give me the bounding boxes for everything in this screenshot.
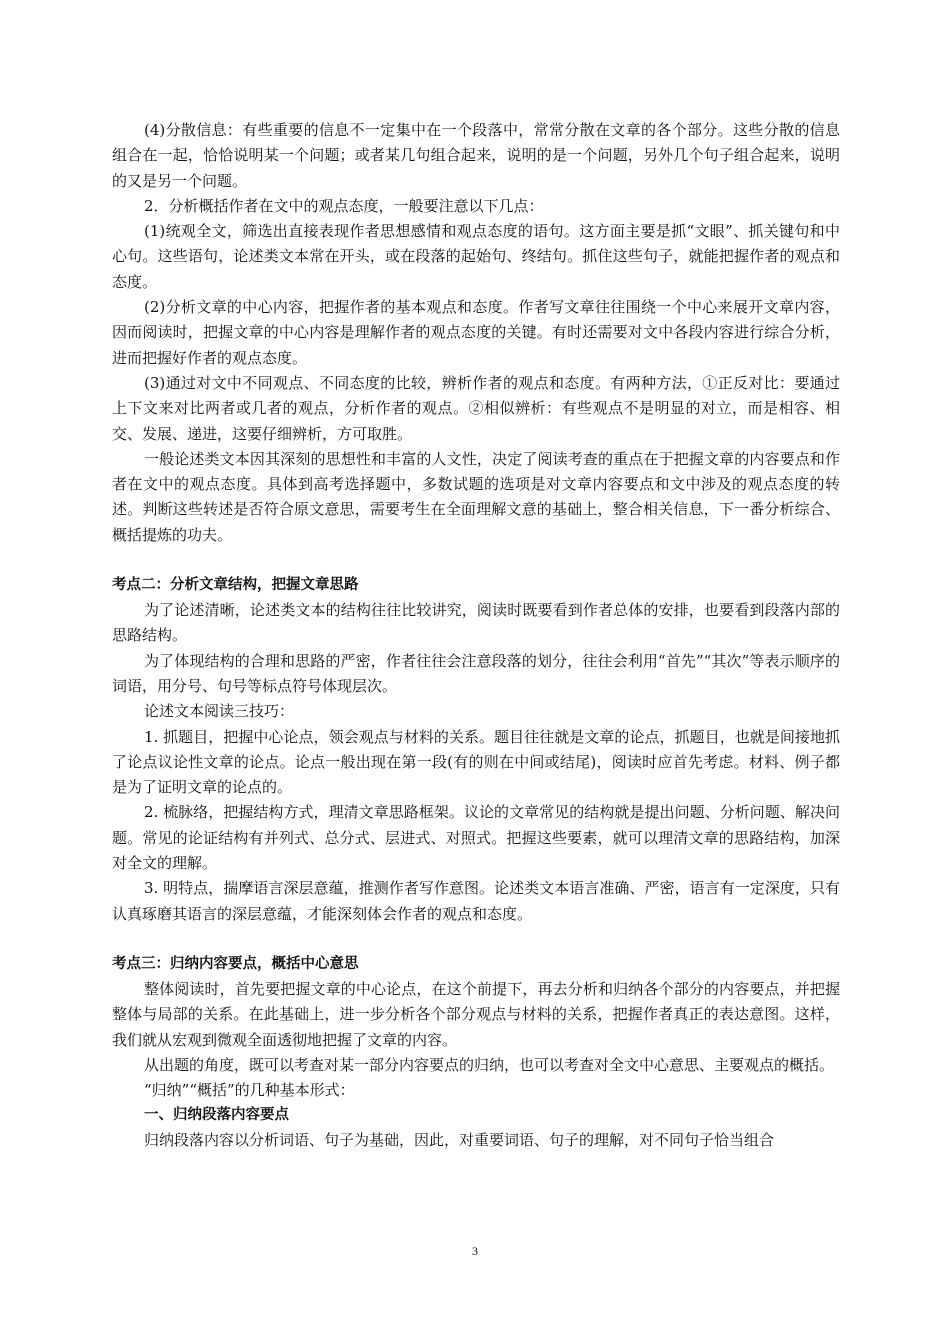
paragraph: (3)通过对文中不同观点、不同态度的比较，辨析作者的观点和态度。有两种方法，①正反对比：要通过上下文来对比两者或几者的观点，分析作者的观点。②相似辨析：有些观点不是明显的对立，而是相容、相交、发展、递进，这要仔细辨析，方可取胜。: [112, 373, 840, 443]
subheading: 一、归纳段落内容要点: [144, 1107, 289, 1124]
paragraph: 归纳段落内容以分析词语、句子为基础，因此，对重要词语、句子的理解，对不同句子恰当组合: [144, 1131, 775, 1150]
paragraph: (1)统观全文，筛选出直接表现作者思想感情和观点态度的语句。这方面主要是抓“文眼”、抓关键句和中心句。这些语句，论述类文本常在开头，或在段落的起始句、终结句。抓住这些句子，就能把握作者的观点和态度。: [112, 222, 840, 291]
paragraph: 一般论述类文本因其深刻的思想性和丰富的人文性，决定了阅读考查的重点在于把握文章的内容要点和作者在文中的观点态度。具体到高考选择题中，多数试题的选项是对文章内容要点和文中涉及的观点态度的转述。判断这些转述是否符合原文意思，需要考生在全面理解文意的基础上，整合相关信息，下一番分析综合、概括提炼的功夫。: [112, 449, 840, 544]
paragraph: 从出题的角度，既可以考查对某一部分内容要点的归纳，也可以考查对全文中心意思、主要观点的概括。: [144, 1055, 835, 1074]
paragraph: (2)分析文章的中心内容，把握作者的基本观点和态度。作者写文章往往围绕一个中心来展开文章内容，因而阅读时，把握文章的中心内容是理解作者的观点态度的关键。有时还需要对文中各段内容进行综合分析，进而把握好作者的观点态度。: [112, 298, 840, 367]
section-heading-2: 考点二：分析文章结构，把握文章思路: [112, 577, 359, 594]
paragraph: (4)分散信息：有些重要的信息不一定集中在一个段落中，常常分散在文章的各个部分。这些分散的信息组合在一起，恰恰说明某一个问题；或者某几句组合起来，说明的是一个问题，另外几个句子组合起来，说明的又是另一个问题。: [112, 121, 840, 190]
paragraph: 为了体现结构的合理和思路的严密，作者往往会注意段落的划分，往往会利用“首先”“其次”等表示顺序的词语，用分号、句号等标点符号体现层次。: [112, 651, 840, 695]
paragraph: 3. 明特点，揣摩语言深层意蕴，推测作者写作意图。论述类文本语言准确、严密，语言有一定深度，只有认真琢磨其语言的深层意蕴，才能深刻体会作者的观点和态度。: [112, 879, 840, 923]
section-gap: [112, 927, 840, 952]
paragraph: 整体阅读时，首先要把握文章的中心论点，在这个前提下，再去分析和归纳各个部分的内容要点，并把握整体与局部的关系。在此基础上，进一步分析各个部分观点与材料的关系，把握作者真正的表达意图。这样，我们就从宏观到微观全面透彻地把握了文章的内容。: [112, 979, 840, 1049]
paragraph: 2．分析概括作者在文中的观点态度，一般要注意以下几点：: [144, 196, 544, 215]
section-heading-3: 考点三：归纳内容要点，概括中心意思: [112, 955, 359, 972]
page-number: 3: [472, 1244, 478, 1258]
paragraph: 1. 抓题目，把握中心论点，领会观点与材料的关系。题目往往就是文章的论点，抓题目，也就是间接地抓了论点议论性文章的论点。论点一般出现在第一段(有的则在中间或结尾)，阅读时应首先考虑。材料、例子都是为了证明文章的论点的。: [112, 727, 840, 797]
paragraph: 2. 梳脉络，把握结构方式，理清文章思路框架。议论的文章常见的结构就是提出问题、分析问题、解决问题。常见的论证结构有并列式、总分式、层进式、对照式。把握这些要素，就可以理清文章的思路结构，加深对全文的理解。: [112, 803, 840, 873]
document-body: [112, 118, 840, 1154]
section-gap: [112, 548, 840, 573]
paragraph: 论述文本阅读三技巧：: [144, 702, 295, 721]
paragraph: “归纳”“概括”的几种基本形式：: [144, 1081, 355, 1100]
paragraph: 为了论述清晰，论述类文本的结构往往比较讲究，阅读时既要看到作者总体的安排，也要看到段落内部的思路结构。: [112, 601, 840, 645]
